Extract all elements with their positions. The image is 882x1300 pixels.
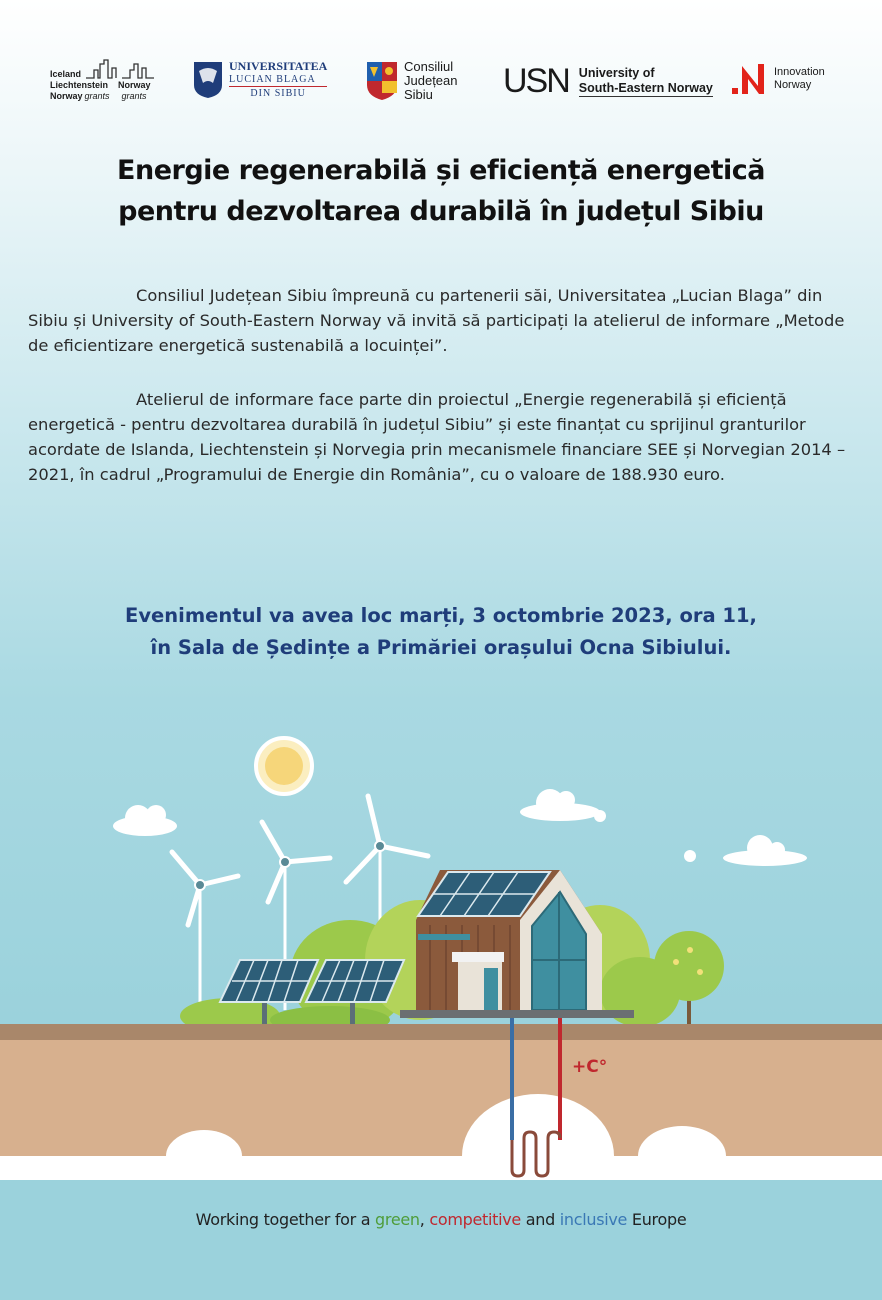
cloud-icon [113, 805, 177, 836]
eea-norway-grants-logo [50, 52, 160, 108]
footer-suffix: Europe [627, 1210, 687, 1229]
cjs-logo [366, 60, 458, 102]
invitation-paragraph: Consiliul Județean Sibiu împreună cu partenerii săi, Universitatea „Lucian Blaga” din Sibiu și University of South-Eastern Norway vă invită să participați la atelierul de informare „Metode de eficientizare energetică sustenabilă a locuinței”. [28, 286, 845, 355]
eea-logo-line2a: Liechtenstein [50, 80, 109, 90]
cloud-icon [520, 789, 606, 822]
footer-green: green [375, 1210, 420, 1229]
innovation-line2: Norway [774, 79, 812, 91]
ulbs-line1: UNIVERSITATEA [229, 59, 328, 73]
footer-inclusive: inclusive [559, 1210, 628, 1229]
event-line2: în Sala de Ședințe a Primăriei orașului Ocna Sibiului. [150, 636, 732, 659]
partner-logos [0, 52, 882, 112]
cjs-line2: Județean [404, 73, 458, 88]
cjs-line3: Sibiu [404, 87, 433, 102]
innovation-line1: Innovation [774, 66, 825, 78]
innovation-norway-mark-icon [732, 62, 768, 96]
footer-competitive: competitive [429, 1210, 521, 1229]
house-icon [400, 870, 634, 1018]
title-line1: Energie regenerabilă și eficiență energetică [117, 155, 765, 186]
soil [0, 1040, 882, 1160]
ulbs-line3: DIN SIBIU [229, 86, 327, 100]
renewable-energy-illustration [0, 720, 882, 1180]
eea-logo-line3a-small: grants [84, 91, 110, 101]
cloud-icon [684, 835, 807, 866]
usn-line2: South-Eastern Norway [578, 81, 713, 95]
heat-label: +C° [572, 1057, 608, 1077]
eea-logo-line2b: Norway [118, 80, 151, 90]
eea-logo-line3b: grants [121, 91, 147, 101]
project-paragraph: Atelierul de informare face parte din proiectul „Energie regenerabilă și eficiență energetică - pentru dezvoltarea durabilă în județul Sibiu” și este finanțat cu sprijinul granturilor acordate de Islanda, Liechtenstein și Norvegia prin mecanismele financiare SEE și Norvegian 2014 – 2021, în cadrul „Programului de Energie din România”, cu o valoare de 188.930 euro. [28, 390, 846, 484]
usn-mark: USN [503, 62, 569, 100]
page-title [40, 150, 842, 232]
ulbs-logo [193, 60, 327, 100]
eea-logo-line1: Iceland [50, 69, 82, 79]
ulbs-line2: LUCIAN BLAGA [229, 74, 316, 85]
grass-strip [0, 1024, 882, 1040]
sun-icon [256, 738, 312, 794]
eea-logo-line3a: Norway [50, 91, 83, 101]
title-line2: pentru dezvoltarea durabilă în județul Sibiu [118, 196, 764, 227]
event-details [40, 600, 842, 664]
usn-logo [503, 62, 713, 101]
footer-sep: , [419, 1210, 430, 1229]
footer-and: and [520, 1210, 560, 1229]
ulbs-crest-icon [193, 61, 223, 99]
footer-prefix: Working together for a [195, 1210, 376, 1229]
sibiu-county-coat-of-arms-icon [366, 61, 398, 101]
footer-slogan [0, 1210, 882, 1229]
innovation-norway-logo [732, 62, 825, 96]
usn-line1: University of [578, 66, 655, 80]
cjs-line1: Consiliul [404, 59, 454, 74]
event-line1: Evenimentul va avea loc marți, 3 octombrie 2023, ora 11, [125, 604, 757, 627]
